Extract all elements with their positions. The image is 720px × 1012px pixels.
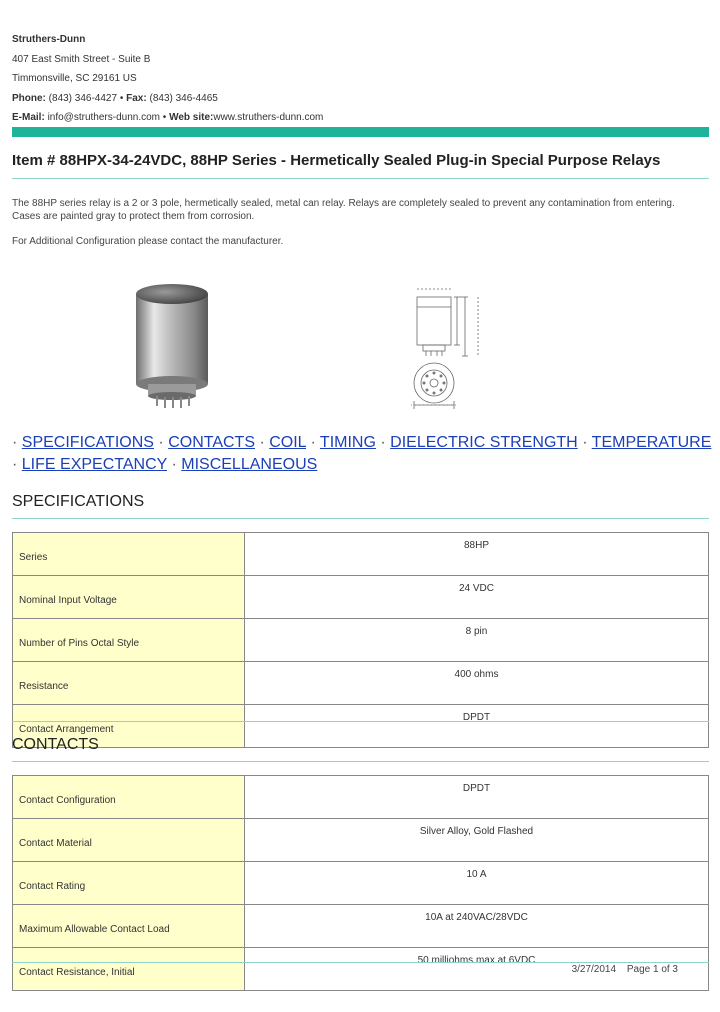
company-address (12, 30, 323, 128)
contacts-table (12, 775, 709, 991)
row-label: Nominal Input Voltage (13, 576, 245, 619)
row-label: Contact Arrangement (13, 705, 245, 748)
company-contact-line (12, 108, 323, 128)
table-row (13, 533, 709, 576)
nav-bullet: · (171, 456, 177, 473)
row-label: Resistance (13, 662, 245, 705)
fax-number: (843) 346-4465 (149, 92, 218, 104)
product-description: The 88HP series relay is a 2 or 3 pole, hermetically sealed, metal can relay. Relays are completely sealed to prevent any contamination from entering. Cases are painted gray to protect them from corrosion. (12, 198, 675, 222)
row-label: Contact Configuration (13, 776, 245, 819)
row-value: Silver Alloy, Gold Flashed (245, 819, 709, 862)
contacts-heading: CONTACTS (12, 736, 99, 753)
nav-link-life-expectancy[interactable]: LIFE EXPECTANCY (21, 456, 168, 473)
web-label: Web site: (169, 112, 214, 123)
nav-bullet: · (582, 434, 588, 451)
section-nav (12, 432, 712, 476)
company-street: 407 East Smith Street - Suite B (12, 53, 151, 65)
separator: • (119, 92, 124, 104)
row-label: Contact Resistance, Initial (13, 948, 245, 991)
relay-photo (126, 280, 226, 415)
company-name: Struthers-Dunn (12, 34, 86, 45)
nav-bullet: · (380, 434, 386, 451)
page-title: Item # 88HPX-34-24VDC, 88HP Series - Hermetically Sealed Plug-in Special Purpose Relays (12, 152, 709, 179)
section-divider (12, 761, 709, 762)
nav-link-specifications[interactable]: SPECIFICATIONS (21, 434, 154, 451)
table-row (13, 862, 709, 905)
nav-link-temperature[interactable]: TEMPERATURE (591, 434, 712, 451)
row-value: 10A at 240VAC/28VDC (245, 905, 709, 948)
row-label: Maximum Allowable Contact Load (13, 905, 245, 948)
footer-divider (12, 962, 709, 963)
nav-link-miscellaneous[interactable]: MISCELLANEOUS (181, 456, 318, 473)
row-value: DPDT (245, 776, 709, 819)
section-divider (12, 721, 709, 722)
additional-configuration-note: For Additional Configuration please contact the manufacturer. (12, 236, 284, 247)
phone-label: Phone: (12, 92, 46, 104)
nav-link-contacts[interactable]: CONTACTS (168, 434, 255, 451)
nav-bullet: · (310, 434, 316, 451)
row-label: Contact Rating (13, 862, 245, 905)
web-link[interactable]: www.struthers-dunn.com (213, 112, 324, 123)
nav-link-timing[interactable]: TIMING (319, 434, 376, 451)
table-row (13, 705, 709, 748)
table-row (13, 776, 709, 819)
row-label: Number of Pins Octal Style (13, 619, 245, 662)
company-phone-line (12, 89, 323, 109)
page-footer (572, 964, 678, 975)
nav-bullet: · (12, 434, 18, 451)
separator: • (162, 112, 167, 123)
specifications-heading: SPECIFICATIONS (12, 493, 145, 510)
table-row (13, 905, 709, 948)
email-label: E-Mail: (12, 112, 45, 123)
page-number: Page 1 of 3 (626, 964, 678, 975)
row-value: 10 A (245, 862, 709, 905)
row-value: 24 VDC (245, 576, 709, 619)
row-value: DPDT (245, 705, 709, 748)
row-label: Series (13, 533, 245, 576)
row-value: 88HP (245, 533, 709, 576)
nav-bullet: · (259, 434, 265, 451)
row-value: 8 pin (245, 619, 709, 662)
table-row (13, 662, 709, 705)
nav-bullet: · (12, 456, 18, 473)
phone-number: (843) 346-4427 (48, 92, 118, 104)
company-city: Timmonsville, SC 29161 US (12, 73, 137, 84)
table-row (13, 619, 709, 662)
row-value: 50 milliohms max at 6VDC (245, 948, 709, 991)
nav-link-dielectric-strength[interactable]: DIELECTRIC STRENGTH (390, 434, 578, 451)
nav-link-coil[interactable]: COIL (269, 434, 306, 451)
relay-dimension-drawing (395, 277, 495, 412)
accent-bar (12, 127, 709, 137)
email-link[interactable]: info@struthers-dunn.com (47, 112, 160, 123)
specifications-table (12, 532, 709, 748)
table-row (13, 576, 709, 619)
section-divider (12, 518, 709, 519)
row-value: 400 ohms (245, 662, 709, 705)
table-row (13, 819, 709, 862)
nav-bullet: · (158, 434, 164, 451)
row-label: Contact Material (13, 819, 245, 862)
fax-label: Fax: (126, 92, 147, 104)
print-date: 3/27/2014 (571, 964, 617, 975)
